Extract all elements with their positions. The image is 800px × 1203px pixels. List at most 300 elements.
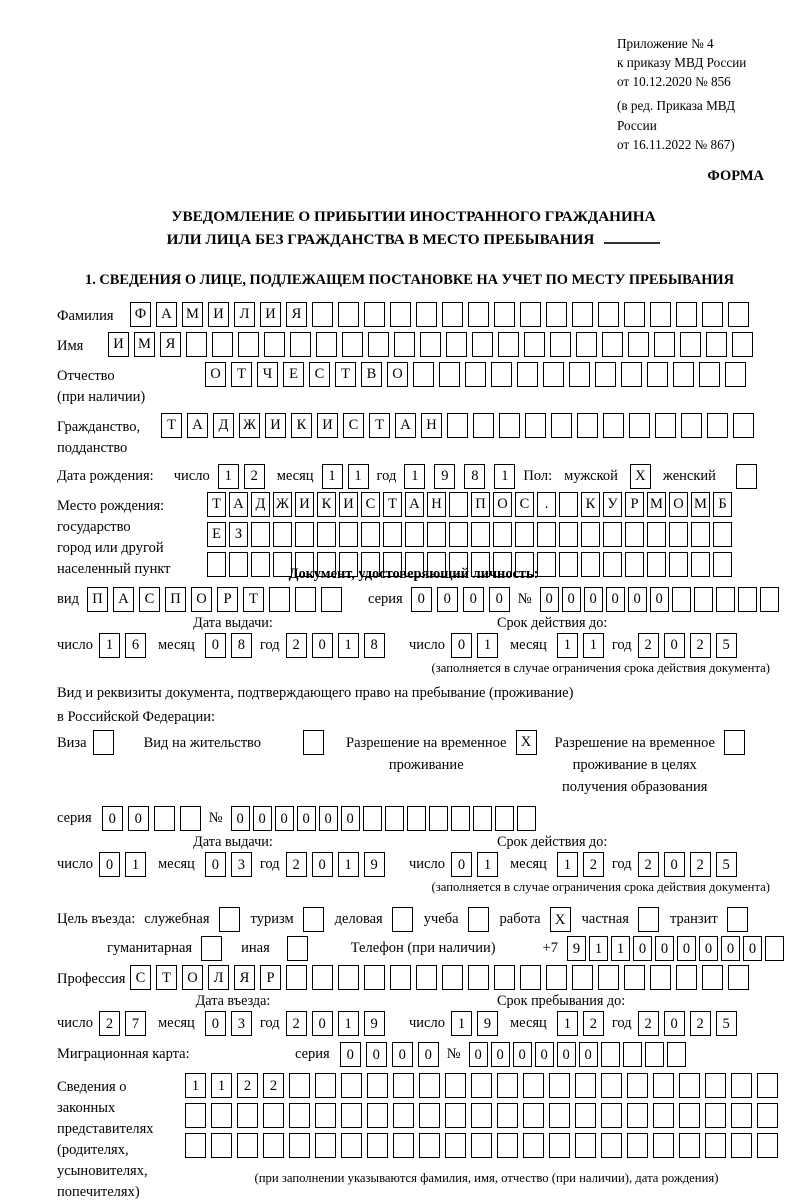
form-cell[interactable]: 0 xyxy=(205,852,226,877)
form-cell[interactable] xyxy=(549,1133,570,1158)
form-cell[interactable] xyxy=(429,806,448,831)
form-cell[interactable] xyxy=(546,302,567,327)
form-cell[interactable] xyxy=(572,302,593,327)
form-cell[interactable]: А xyxy=(156,302,177,327)
form-cell[interactable] xyxy=(342,332,363,357)
form-cell[interactable]: 0 xyxy=(664,852,685,877)
form-cell[interactable] xyxy=(702,302,723,327)
form-cell[interactable] xyxy=(445,1133,466,1158)
form-cell[interactable] xyxy=(364,965,385,990)
form-cell[interactable] xyxy=(627,1073,648,1098)
form-cell[interactable] xyxy=(653,1073,674,1098)
form-cell[interactable] xyxy=(551,413,572,438)
form-cell[interactable]: Б xyxy=(713,492,732,517)
form-cell[interactable] xyxy=(647,362,668,387)
form-cell[interactable]: Л xyxy=(208,965,229,990)
form-cell[interactable] xyxy=(625,552,644,577)
form-cell[interactable] xyxy=(367,1103,388,1128)
form-cell[interactable] xyxy=(312,302,333,327)
form-cell[interactable] xyxy=(446,332,467,357)
form-cell[interactable]: Н xyxy=(421,413,442,438)
form-cell[interactable]: К xyxy=(291,413,312,438)
form-cell[interactable] xyxy=(449,522,468,547)
form-cell[interactable]: О xyxy=(182,965,203,990)
form-cell[interactable]: С xyxy=(343,413,364,438)
form-cell[interactable]: 0 xyxy=(418,1042,439,1067)
form-cell[interactable]: 0 xyxy=(102,806,123,831)
form-cell[interactable] xyxy=(669,552,688,577)
form-cell[interactable]: И xyxy=(295,492,314,517)
residence-series-cells[interactable] xyxy=(102,806,201,831)
form-cell[interactable] xyxy=(623,1042,642,1067)
form-cell[interactable] xyxy=(498,332,519,357)
form-cell[interactable]: А xyxy=(229,492,248,517)
form-cell[interactable] xyxy=(471,1133,492,1158)
form-cell[interactable] xyxy=(491,362,512,387)
form-cell[interactable]: О xyxy=(669,492,688,517)
form-cell[interactable] xyxy=(680,332,701,357)
form-cell[interactable]: А xyxy=(395,413,416,438)
form-cell[interactable]: 1 xyxy=(404,464,425,489)
form-cell[interactable] xyxy=(383,522,402,547)
form-cell[interactable] xyxy=(765,936,784,961)
form-cell[interactable]: 1 xyxy=(185,1073,206,1098)
form-cell[interactable] xyxy=(315,1133,336,1158)
form-cell[interactable] xyxy=(699,362,720,387)
edu-residence-checkbox[interactable] xyxy=(724,730,745,755)
representatives-row1-cells[interactable] xyxy=(185,1073,778,1098)
form-cell[interactable]: Е xyxy=(283,362,304,387)
form-cell[interactable] xyxy=(407,806,426,831)
form-cell[interactable]: 1 xyxy=(338,633,359,658)
form-cell[interactable] xyxy=(442,965,463,990)
form-cell[interactable] xyxy=(559,522,578,547)
form-cell[interactable]: 0 xyxy=(489,587,510,612)
form-cell[interactable]: Р xyxy=(217,587,238,612)
residence-issue-day-cells[interactable] xyxy=(99,852,146,877)
form-cell[interactable]: 0 xyxy=(579,1042,598,1067)
form-cell[interactable]: 1 xyxy=(211,1073,232,1098)
form-cell[interactable]: 0 xyxy=(562,587,581,612)
form-cell[interactable] xyxy=(312,965,333,990)
form-cell[interactable] xyxy=(603,413,624,438)
form-cell[interactable] xyxy=(645,1042,664,1067)
form-cell[interactable]: 3 xyxy=(231,852,252,877)
form-cell[interactable]: И xyxy=(108,332,129,357)
form-cell[interactable] xyxy=(468,302,489,327)
form-cell[interactable] xyxy=(465,362,486,387)
form-cell[interactable]: У xyxy=(603,492,622,517)
form-cell[interactable] xyxy=(627,1133,648,1158)
form-cell[interactable]: 0 xyxy=(297,806,316,831)
form-cell[interactable]: О xyxy=(493,492,512,517)
form-cell[interactable]: 1 xyxy=(477,633,498,658)
form-cell[interactable] xyxy=(647,522,666,547)
form-cell[interactable] xyxy=(676,302,697,327)
form-cell[interactable] xyxy=(667,1042,686,1067)
purpose-other-checkbox[interactable] xyxy=(287,936,308,961)
form-cell[interactable] xyxy=(186,332,207,357)
form-cell[interactable]: 0 xyxy=(491,1042,510,1067)
form-cell[interactable]: А xyxy=(405,492,424,517)
form-cell[interactable] xyxy=(451,806,470,831)
form-cell[interactable]: 0 xyxy=(411,587,432,612)
form-cell[interactable]: 0 xyxy=(650,587,669,612)
form-cell[interactable]: 0 xyxy=(319,806,338,831)
form-cell[interactable]: К xyxy=(581,492,600,517)
form-cell[interactable] xyxy=(264,332,285,357)
form-cell[interactable]: 8 xyxy=(364,633,385,658)
form-cell[interactable] xyxy=(598,965,619,990)
form-cell[interactable]: 2 xyxy=(638,1011,659,1036)
form-cell[interactable] xyxy=(679,1073,700,1098)
form-cell[interactable]: Ч xyxy=(257,362,278,387)
form-cell[interactable] xyxy=(577,413,598,438)
form-cell[interactable]: 0 xyxy=(340,1042,361,1067)
doc-series-cells[interactable] xyxy=(411,587,510,612)
form-cell[interactable]: 9 xyxy=(364,1011,385,1036)
form-cell[interactable] xyxy=(598,302,619,327)
form-cell[interactable] xyxy=(524,332,545,357)
form-cell[interactable] xyxy=(341,1103,362,1128)
form-cell[interactable] xyxy=(494,302,515,327)
form-cell[interactable]: Т xyxy=(335,362,356,387)
form-cell[interactable]: 0 xyxy=(699,936,718,961)
form-cell[interactable] xyxy=(269,587,290,612)
form-cell[interactable] xyxy=(445,1103,466,1128)
form-cell[interactable] xyxy=(638,907,659,932)
form-cell[interactable]: 0 xyxy=(205,1011,226,1036)
form-cell[interactable] xyxy=(537,522,556,547)
form-cell[interactable] xyxy=(289,1073,310,1098)
form-cell[interactable] xyxy=(361,522,380,547)
form-cell[interactable] xyxy=(341,1133,362,1158)
form-cell[interactable]: 3 xyxy=(231,1011,252,1036)
form-cell[interactable]: 0 xyxy=(655,936,674,961)
form-cell[interactable]: 0 xyxy=(451,852,472,877)
form-cell[interactable] xyxy=(420,332,441,357)
form-cell[interactable] xyxy=(449,492,468,517)
form-cell[interactable] xyxy=(655,413,676,438)
birth-day-cells[interactable] xyxy=(218,464,265,489)
form-cell[interactable] xyxy=(419,1103,440,1128)
form-cell[interactable] xyxy=(650,965,671,990)
form-cell[interactable] xyxy=(576,332,597,357)
form-cell[interactable]: Ж xyxy=(239,413,260,438)
form-cell[interactable] xyxy=(647,552,666,577)
form-cell[interactable]: Я xyxy=(160,332,181,357)
form-cell[interactable]: 0 xyxy=(540,587,559,612)
residence-permit-checkbox[interactable] xyxy=(303,730,324,755)
form-cell[interactable]: А xyxy=(113,587,134,612)
form-cell[interactable]: 0 xyxy=(535,1042,554,1067)
surname-cells[interactable] xyxy=(130,302,749,327)
form-cell[interactable] xyxy=(339,522,358,547)
form-cell[interactable] xyxy=(624,965,645,990)
form-cell[interactable]: 1 xyxy=(557,852,578,877)
form-cell[interactable] xyxy=(295,587,316,612)
form-cell[interactable]: А xyxy=(187,413,208,438)
form-cell[interactable] xyxy=(731,1133,752,1158)
form-cell[interactable] xyxy=(629,413,650,438)
form-cell[interactable] xyxy=(390,302,411,327)
form-cell[interactable]: К xyxy=(317,492,336,517)
form-cell[interactable]: 2 xyxy=(690,633,711,658)
representatives-row3-cells[interactable] xyxy=(185,1133,778,1158)
entry-year-cells[interactable] xyxy=(286,1011,385,1036)
form-cell[interactable]: 0 xyxy=(633,936,652,961)
form-cell[interactable]: С xyxy=(309,362,330,387)
form-cell[interactable] xyxy=(303,730,324,755)
form-cell[interactable] xyxy=(601,1042,620,1067)
patronymic-cells[interactable] xyxy=(205,362,746,387)
form-cell[interactable] xyxy=(471,1103,492,1128)
form-cell[interactable] xyxy=(691,522,710,547)
form-cell[interactable] xyxy=(439,362,460,387)
form-cell[interactable]: И xyxy=(339,492,358,517)
form-cell[interactable]: М xyxy=(182,302,203,327)
form-cell[interactable]: 1 xyxy=(218,464,239,489)
form-cell[interactable] xyxy=(497,1133,518,1158)
form-cell[interactable]: 0 xyxy=(451,633,472,658)
form-cell[interactable] xyxy=(287,936,308,961)
form-cell[interactable] xyxy=(543,362,564,387)
form-cell[interactable]: 0 xyxy=(312,1011,333,1036)
form-cell[interactable]: 0 xyxy=(275,806,294,831)
form-cell[interactable]: И xyxy=(208,302,229,327)
form-cell[interactable]: 1 xyxy=(589,936,608,961)
form-cell[interactable] xyxy=(295,522,314,547)
form-cell[interactable] xyxy=(653,1103,674,1128)
form-cell[interactable] xyxy=(493,522,512,547)
doc-valid-day-cells[interactable] xyxy=(451,633,498,658)
form-cell[interactable]: 2 xyxy=(244,464,265,489)
form-cell[interactable]: 0 xyxy=(205,633,226,658)
form-cell[interactable] xyxy=(251,552,270,577)
form-cell[interactable] xyxy=(497,1103,518,1128)
form-cell[interactable] xyxy=(338,302,359,327)
birth-month-cells[interactable] xyxy=(322,464,369,489)
form-cell[interactable] xyxy=(601,1133,622,1158)
form-cell[interactable] xyxy=(757,1073,778,1098)
form-cell[interactable] xyxy=(733,413,754,438)
form-cell[interactable]: И xyxy=(265,413,286,438)
form-cell[interactable]: . xyxy=(537,492,556,517)
form-cell[interactable] xyxy=(494,965,515,990)
form-cell[interactable]: 6 xyxy=(125,633,146,658)
form-cell[interactable]: X xyxy=(516,730,537,755)
form-cell[interactable]: Я xyxy=(234,965,255,990)
form-cell[interactable] xyxy=(681,413,702,438)
form-cell[interactable]: 0 xyxy=(606,587,625,612)
form-cell[interactable] xyxy=(495,806,514,831)
birth-year-cells[interactable] xyxy=(404,464,515,489)
representatives-row2-cells[interactable] xyxy=(185,1103,778,1128)
form-cell[interactable]: 0 xyxy=(469,1042,488,1067)
form-cell[interactable] xyxy=(468,965,489,990)
form-cell[interactable]: 1 xyxy=(322,464,343,489)
form-cell[interactable] xyxy=(211,1103,232,1128)
form-cell[interactable]: Л xyxy=(234,302,255,327)
form-cell[interactable] xyxy=(650,302,671,327)
form-cell[interactable]: 0 xyxy=(721,936,740,961)
form-cell[interactable] xyxy=(473,413,494,438)
form-cell[interactable] xyxy=(416,965,437,990)
form-cell[interactable]: 0 xyxy=(312,852,333,877)
form-cell[interactable] xyxy=(180,806,201,831)
form-cell[interactable] xyxy=(679,1133,700,1158)
form-cell[interactable] xyxy=(625,522,644,547)
stay-day-cells[interactable] xyxy=(451,1011,498,1036)
form-cell[interactable] xyxy=(559,492,578,517)
form-cell[interactable]: Ф xyxy=(130,302,151,327)
form-cell[interactable]: С xyxy=(515,492,534,517)
form-cell[interactable]: 2 xyxy=(286,1011,307,1036)
purpose-private-checkbox[interactable] xyxy=(638,907,659,932)
form-cell[interactable] xyxy=(419,1133,440,1158)
form-cell[interactable] xyxy=(468,907,489,932)
form-cell[interactable]: 2 xyxy=(583,1011,604,1036)
form-cell[interactable]: П xyxy=(165,587,186,612)
residence-number-cells[interactable] xyxy=(231,806,536,831)
form-cell[interactable]: Т xyxy=(369,413,390,438)
form-cell[interactable] xyxy=(713,552,732,577)
form-cell[interactable] xyxy=(517,806,536,831)
form-cell[interactable]: Р xyxy=(260,965,281,990)
form-cell[interactable] xyxy=(219,907,240,932)
form-cell[interactable] xyxy=(517,362,538,387)
form-cell[interactable] xyxy=(207,552,226,577)
form-cell[interactable]: Т xyxy=(161,413,182,438)
form-cell[interactable] xyxy=(575,1103,596,1128)
form-cell[interactable] xyxy=(523,1073,544,1098)
form-cell[interactable]: 0 xyxy=(392,1042,413,1067)
form-cell[interactable]: 2 xyxy=(583,852,604,877)
form-cell[interactable] xyxy=(621,362,642,387)
doc-issue-month-cells[interactable] xyxy=(205,633,252,658)
form-cell[interactable] xyxy=(338,965,359,990)
form-cell[interactable] xyxy=(413,362,434,387)
form-cell[interactable]: Ж xyxy=(273,492,292,517)
form-cell[interactable]: 1 xyxy=(583,633,604,658)
form-cell[interactable]: 0 xyxy=(664,633,685,658)
form-cell[interactable] xyxy=(321,587,342,612)
form-cell[interactable]: 8 xyxy=(464,464,485,489)
form-cell[interactable] xyxy=(731,1073,752,1098)
form-cell[interactable] xyxy=(727,907,748,932)
form-cell[interactable] xyxy=(212,332,233,357)
form-cell[interactable] xyxy=(154,806,175,831)
form-cell[interactable]: 2 xyxy=(690,852,711,877)
form-cell[interactable]: 0 xyxy=(743,936,762,961)
form-cell[interactable] xyxy=(732,332,753,357)
form-cell[interactable]: 0 xyxy=(366,1042,387,1067)
form-cell[interactable] xyxy=(716,587,735,612)
form-cell[interactable] xyxy=(473,806,492,831)
form-cell[interactable] xyxy=(559,552,578,577)
form-cell[interactable]: С xyxy=(130,965,151,990)
form-cell[interactable] xyxy=(394,332,415,357)
form-cell[interactable] xyxy=(549,1073,570,1098)
form-cell[interactable] xyxy=(393,1103,414,1128)
form-cell[interactable]: 2 xyxy=(638,633,659,658)
form-cell[interactable]: Д xyxy=(251,492,270,517)
entry-month-cells[interactable] xyxy=(205,1011,252,1036)
form-cell[interactable]: 0 xyxy=(231,806,250,831)
form-cell[interactable] xyxy=(515,522,534,547)
birth-place-row1-cells[interactable] xyxy=(207,492,732,517)
form-cell[interactable]: 1 xyxy=(125,852,146,877)
form-cell[interactable] xyxy=(316,332,337,357)
form-cell[interactable] xyxy=(595,362,616,387)
form-cell[interactable] xyxy=(575,1133,596,1158)
stay-month-cells[interactable] xyxy=(557,1011,604,1036)
form-cell[interactable] xyxy=(736,464,757,489)
form-cell[interactable] xyxy=(367,1073,388,1098)
form-cell[interactable]: 9 xyxy=(364,852,385,877)
form-cell[interactable] xyxy=(229,552,248,577)
form-cell[interactable] xyxy=(702,965,723,990)
form-cell[interactable]: Т xyxy=(207,492,226,517)
citizenship-cells[interactable] xyxy=(161,413,754,438)
residence-issue-year-cells[interactable] xyxy=(286,852,385,877)
form-cell[interactable]: 0 xyxy=(513,1042,532,1067)
form-cell[interactable] xyxy=(760,587,779,612)
form-cell[interactable]: 1 xyxy=(494,464,515,489)
form-cell[interactable]: Я xyxy=(286,302,307,327)
form-cell[interactable]: О xyxy=(205,362,226,387)
form-cell[interactable]: 2 xyxy=(690,1011,711,1036)
form-cell[interactable]: 2 xyxy=(638,852,659,877)
form-cell[interactable] xyxy=(499,413,520,438)
form-cell[interactable] xyxy=(673,362,694,387)
form-cell[interactable] xyxy=(676,965,697,990)
form-cell[interactable]: 5 xyxy=(716,852,737,877)
form-cell[interactable]: 0 xyxy=(253,806,272,831)
purpose-work-checkbox[interactable] xyxy=(550,907,571,932)
form-cell[interactable] xyxy=(211,1133,232,1158)
form-cell[interactable] xyxy=(549,1103,570,1128)
form-cell[interactable]: Т xyxy=(231,362,252,387)
form-cell[interactable]: 9 xyxy=(567,936,586,961)
form-cell[interactable] xyxy=(672,587,691,612)
profession-cells[interactable] xyxy=(130,965,749,990)
form-cell[interactable]: С xyxy=(139,587,160,612)
form-cell[interactable]: В xyxy=(361,362,382,387)
form-cell[interactable] xyxy=(273,522,292,547)
form-cell[interactable] xyxy=(601,1073,622,1098)
form-cell[interactable] xyxy=(705,1103,726,1128)
form-cell[interactable] xyxy=(628,332,649,357)
form-cell[interactable] xyxy=(550,332,571,357)
form-cell[interactable]: 2 xyxy=(99,1011,120,1036)
residence-valid-month-cells[interactable] xyxy=(557,852,604,877)
form-cell[interactable] xyxy=(497,1073,518,1098)
form-cell[interactable] xyxy=(442,302,463,327)
form-cell[interactable]: 0 xyxy=(341,806,360,831)
form-cell[interactable]: 0 xyxy=(557,1042,576,1067)
form-cell[interactable] xyxy=(572,965,593,990)
form-cell[interactable] xyxy=(523,1103,544,1128)
purpose-tourism-checkbox[interactable] xyxy=(303,907,324,932)
form-cell[interactable]: 0 xyxy=(437,587,458,612)
doc-valid-year-cells[interactable] xyxy=(638,633,737,658)
form-cell[interactable] xyxy=(251,522,270,547)
form-cell[interactable] xyxy=(263,1133,284,1158)
form-cell[interactable] xyxy=(390,965,411,990)
purpose-official-checkbox[interactable] xyxy=(219,907,240,932)
form-cell[interactable]: 0 xyxy=(463,587,484,612)
